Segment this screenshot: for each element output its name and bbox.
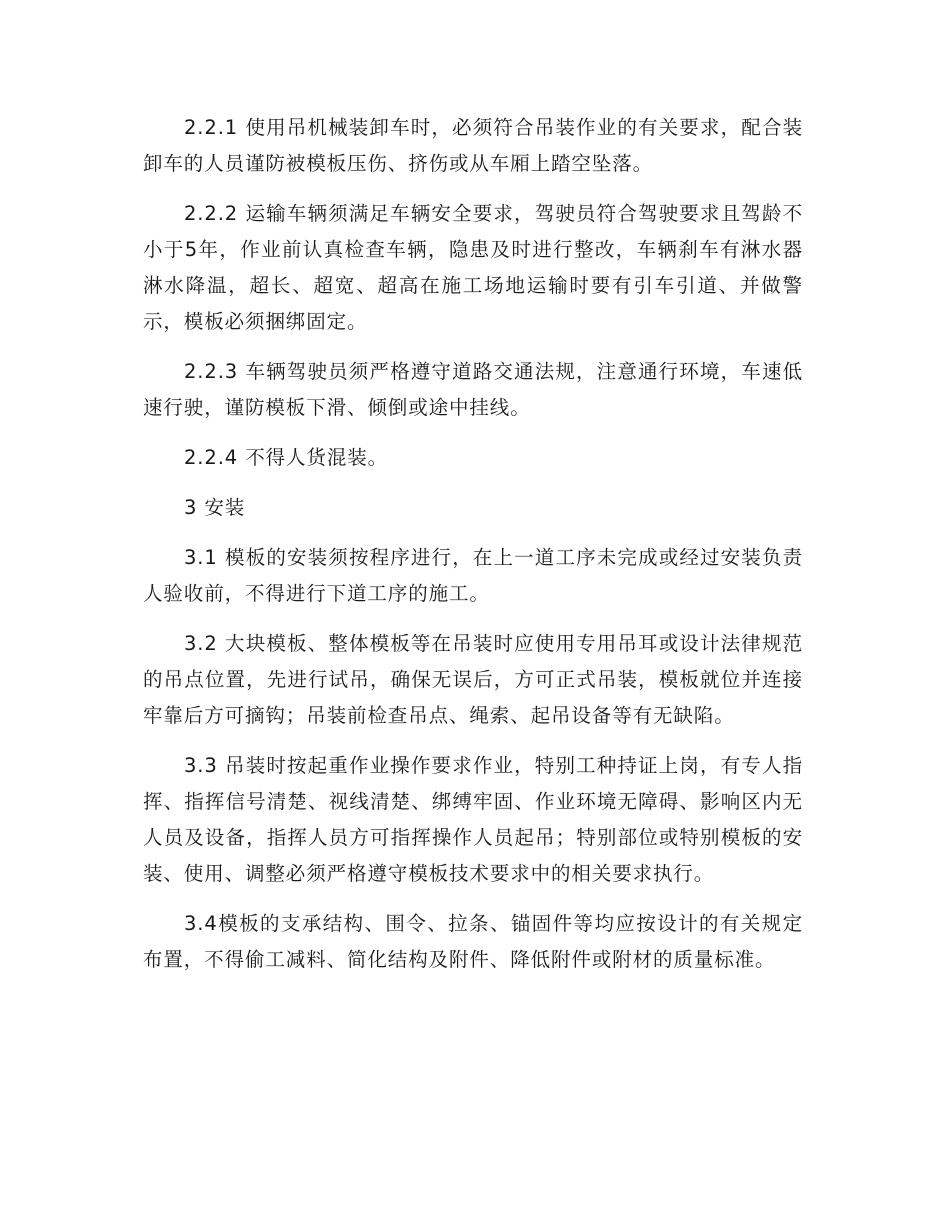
paragraph-2-2-3: 2.2.3 车辆驾驶员须严格遵守道路交通法规，注意通行环境，车速低速行驶，谨防模板下滑、倾倒或途中挂线。 [143,360,803,419]
paragraph-2-2-2: 2.2.2 运输车辆须满足车辆安全要求，驾驶员符合驾驶要求且驾龄不小于5年，作业前认真检查车辆，隐患及时进行整改，车辆刹车有淋水器淋水降温，超长、超宽、超高在施工场地运输时要有引车引道、并做警示，模板必须捆绑固定。 [143,202,803,333]
paragraph-2-2-4: 2.2.4 不得人货混装。 [184,446,389,469]
paragraph-2-2-1: 2.2.1 使用吊机械装卸车时，必须符合吊装作业的有关要求，配合装卸车的人员谨防被模板压伤、挤伤或从车厢上踏空坠落。 [143,116,803,175]
document-body [143,110,803,992]
paragraph-3-3: 3.3 吊装时按起重作业操作要求作业，特别工种持证上岗，有专人指挥、指挥信号清楚、视线清楚、绑缚牢固、作业环境无障碍、影响区内无人员及设备，指挥人员方可指挥操作人员起吊；特别部位或特别模板的安装、使用、调整必须严格遵守模板技术要求中的相关要求执行。 [143,754,803,885]
paragraph-3-1: 3.1 模板的安装须按程序进行，在上一道工序未完成或经过安装负责人验收前，不得进行下道工序的施工。 [143,546,803,605]
paragraph-3-2: 3.2 大块模板、整体模板等在吊装时应使用专用吊耳或设计法律规范的吊点位置，先进行试吊，确保无误后，方可正式吊装，模板就位并连接牢靠后方可摘钩；吊装前检查吊点、绳索、起吊设备等有无缺陷。 [143,632,803,727]
paragraph-3-4: 3.4模板的支承结构、围令、拉条、锚固件等均应按设计的有关规定布置，不得偷工减料、简化结构及附件、降低附件或附材的质量标准。 [143,912,803,971]
section-heading-3: 3 安装 [184,496,246,519]
